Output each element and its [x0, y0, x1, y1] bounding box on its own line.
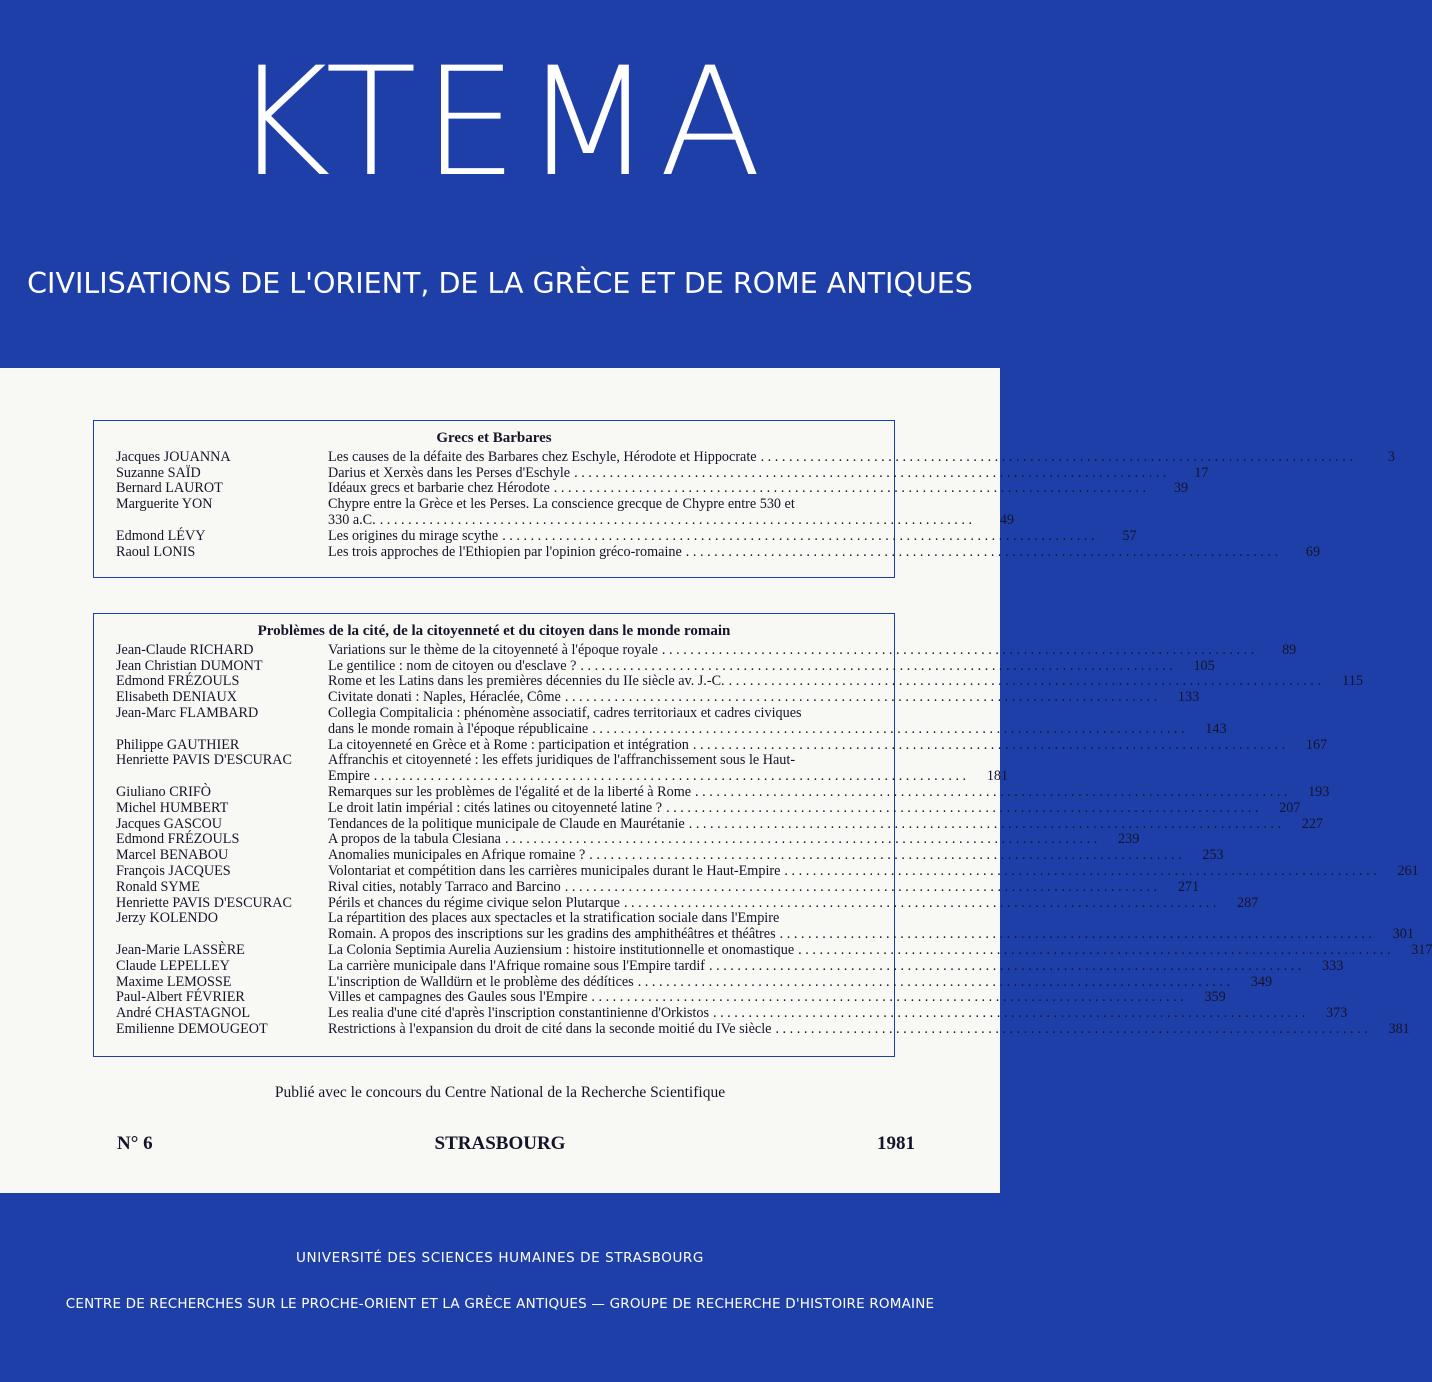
- leader-dots: [695, 785, 1287, 801]
- entry-author: Jean-Marc FLAMBARD: [116, 704, 259, 721]
- toc-entry: [94, 878, 1200, 896]
- entry-article: [328, 738, 1327, 754]
- entry-title: La Colonia Septimia Aurelia Auziensium : histoire institutionnelle et onomastique: [328, 941, 795, 958]
- toc-entry: [94, 752, 1009, 785]
- issue-number: N° 6: [117, 1133, 153, 1154]
- toc-list: [94, 448, 1395, 561]
- leader-dots: [505, 832, 1097, 848]
- entry-title: Romain. A propos des inscriptions sur les gradins des amphithéâtres et théâtres: [328, 926, 776, 943]
- leader-dots: [565, 880, 1157, 896]
- toc-entry: [94, 736, 1328, 754]
- entry-author: Paul-Albert FÉVRIER: [116, 989, 245, 1006]
- entry-article: [328, 753, 1008, 785]
- entry-article: [328, 545, 1320, 561]
- entry-page: 181: [986, 768, 1009, 785]
- entry-page: 133: [1177, 689, 1200, 706]
- entry-author: Jacques GASCOU: [116, 815, 223, 832]
- entry-article: [328, 990, 1226, 1006]
- entry-page: 57: [1122, 527, 1137, 544]
- entry-article: [328, 848, 1224, 864]
- section-box-problemes-cite: [93, 613, 1432, 1057]
- entry-page: 17: [1194, 464, 1209, 481]
- header-band: [0, 0, 1000, 368]
- entry-author: Giuliano CRIFÒ: [116, 783, 211, 800]
- entry-article: [328, 659, 1215, 675]
- toc-entry: [94, 831, 1140, 848]
- entry-title: Les trois approches de l'Ethiopien par l'opinion gréco-romaine: [328, 543, 682, 560]
- entry-page: 207: [1279, 799, 1301, 816]
- entry-author: Raoul LONIS: [116, 543, 196, 560]
- entry-title: Remarques sur les problèmes de l'égalité et de la liberté à Rome: [328, 783, 692, 800]
- entry-page: 261: [1397, 862, 1419, 879]
- leader-dots: [775, 1022, 1367, 1038]
- entry-title: Darius et Xerxès dans les Perses d'Eschyle: [328, 464, 571, 481]
- entry-article: [328, 481, 1188, 497]
- entry-title: Les origines du mirage scythe: [328, 527, 499, 544]
- entry-page: 49: [999, 511, 1015, 528]
- entry-article: [328, 690, 1199, 706]
- entry-title: Chypre entre la Grèce et les Perses. La conscience grecque de Chypre entre 530 et: [328, 496, 795, 513]
- entry-title: Le gentilice : nom de citoyen ou d'esclave ?: [328, 657, 577, 674]
- entry-title: La carrière municipale dans l'Afrique romaine sous l'Empire tardif: [328, 957, 705, 974]
- entry-article: [328, 943, 1432, 959]
- section-title: Problèmes de la cité, de la citoyenneté et du citoyen dans le monde romain: [257, 623, 731, 639]
- toc-entry: [94, 910, 1414, 943]
- entry-author: Marcel BENABOU: [116, 847, 229, 864]
- entry-page: 227: [1301, 815, 1324, 832]
- entry-title: dans le monde romain à l'époque républicaine: [328, 720, 589, 737]
- entry-article: [328, 643, 1296, 659]
- issue-year: 1981: [877, 1133, 915, 1154]
- toc-entry: [94, 496, 1015, 529]
- toc-entry: [94, 847, 1224, 864]
- entry-page: 39: [1173, 480, 1189, 497]
- entry-author: Edmond FRÉZOULS: [116, 673, 240, 690]
- toc-entry: [94, 1020, 1410, 1038]
- entry-page: 105: [1193, 657, 1215, 674]
- entry-title: A propos de la tabula Clesiana: [328, 831, 501, 848]
- entry-author: Henriette PAVIS D'ESCURAC: [116, 894, 292, 911]
- entry-page: 381: [1388, 1020, 1410, 1037]
- toc-entry: [94, 862, 1419, 880]
- entry-page: 333: [1322, 957, 1344, 974]
- entry-page: 349: [1250, 973, 1273, 990]
- entry-article: [328, 1006, 1347, 1022]
- entry-author: Jacques JOUANNA: [116, 448, 231, 465]
- footer-band: [0, 1193, 1000, 1382]
- entry-author: Marguerite YON: [116, 496, 213, 513]
- entry-page: 317: [1411, 941, 1432, 958]
- entry-title: Le droit latin impérial : cités latines ou citoyenneté latine ?: [328, 799, 663, 816]
- toc-entry: [94, 673, 1363, 690]
- entry-title: La répartition des places aux spectacles et la stratification sociale dans l'Empire: [328, 910, 780, 927]
- entry-title: Affranchis et citoyenneté : les effets juridiques de l'affranchissement sous le Haut-: [328, 752, 796, 769]
- entry-title: Collegia Compitalicia : phénomène associatif, cadres territoriaux et cadres civiques: [328, 704, 802, 721]
- journal-subtitle: CIVILISATIONS DE L'ORIENT, DE LA GRÈCE ET DE ROME ANTIQUES: [27, 267, 973, 300]
- toc-entry: [94, 957, 1344, 975]
- leader-dots: [729, 674, 1321, 690]
- entry-title: Volontariat et compétition dans les carrières municipales durant le Haut-Empire: [328, 862, 781, 879]
- section-box-grecs-barbares: [93, 420, 1395, 578]
- entry-page: 69: [1305, 543, 1321, 560]
- entry-title: Tendances de la politique municipale de Claude en Maurétanie: [328, 815, 685, 832]
- leader-dots: [374, 769, 966, 785]
- leader-dots: [565, 690, 1157, 706]
- toc-entry: [94, 989, 1226, 1006]
- toc-list: [94, 641, 1432, 1038]
- entry-article: [328, 832, 1139, 848]
- entry-article: [328, 497, 1014, 529]
- entry-page: 143: [1205, 720, 1227, 737]
- entry-article: [328, 864, 1419, 880]
- entry-page: 253: [1202, 847, 1224, 864]
- entry-article: [328, 975, 1272, 991]
- leader-dots: [713, 1006, 1305, 1022]
- entry-page: 115: [1342, 673, 1363, 690]
- entry-title: Rival cities, notably Tarraco and Barcino: [328, 878, 561, 895]
- toc-entry: [94, 799, 1301, 817]
- entry-author: Philippe GAUTHIER: [116, 736, 240, 753]
- entry-article: [328, 880, 1199, 896]
- leader-dots: [638, 975, 1230, 991]
- entry-title: Empire: [328, 768, 370, 785]
- entry-title: Anomalies municipales en Afrique romaine ?: [328, 847, 586, 864]
- entry-author: Jean Christian DUMONT: [116, 657, 263, 674]
- entry-page: 3: [1387, 448, 1395, 465]
- journal-title: KTEMA: [232, 36, 768, 210]
- entry-article: [328, 529, 1137, 545]
- entry-title: 330 a.C.: [328, 511, 376, 528]
- leader-dots: [591, 990, 1183, 1006]
- entry-author: André CHASTAGNOL: [116, 1005, 251, 1022]
- leader-dots: [574, 466, 1166, 482]
- leader-dots: [780, 927, 1372, 943]
- leader-dots: [502, 529, 1094, 545]
- leader-dots: [380, 513, 972, 529]
- leader-dots: [580, 659, 1172, 675]
- toc-entry: [94, 973, 1273, 991]
- leader-dots: [666, 801, 1258, 817]
- toc-entry: [94, 704, 1227, 738]
- leader-dots: [784, 864, 1376, 880]
- entry-author: Maxime LEMOSSE: [116, 973, 232, 990]
- university-name: UNIVERSITÉ DES SCIENCES HUMAINES DE STRASBOURG: [296, 1250, 704, 1266]
- entry-page: 373: [1326, 1005, 1348, 1022]
- entry-page: 239: [1118, 831, 1140, 848]
- toc-entry: [94, 689, 1200, 706]
- entry-article: [328, 1022, 1410, 1038]
- toc-entry: [94, 1005, 1348, 1022]
- entry-title: Périls et chances du régime civique selon Plutarque: [328, 894, 620, 911]
- entry-page: 193: [1308, 783, 1330, 800]
- leader-dots: [624, 896, 1216, 912]
- entry-article: [328, 896, 1258, 912]
- leader-dots: [592, 722, 1184, 738]
- entry-author: Jean-Marie LASSÈRE: [116, 941, 245, 958]
- entry-title: Villes et campagnes des Gaules sous l'Empire: [328, 989, 588, 1006]
- leader-dots: [662, 643, 1254, 659]
- toc-entry: [94, 464, 1209, 482]
- entry-title: Les causes de la défaite des Barbares chez Eschyle, Hérodote et Hippocrate: [328, 448, 757, 465]
- toc-entry: [94, 815, 1324, 833]
- entry-article: [328, 450, 1395, 466]
- entry-title: Les realia d'une cité d'après l'inscription constantinienne d'Orkistos: [328, 1005, 709, 1022]
- entry-page: 287: [1237, 894, 1259, 911]
- toc-entry: [94, 894, 1259, 912]
- toc-entry: [94, 641, 1297, 659]
- entry-author: Claude LEPELLEY: [116, 957, 230, 974]
- leader-dots: [761, 450, 1353, 466]
- entry-author: Emilienne DEMOUGEOT: [116, 1020, 268, 1037]
- entry-author: Suzanne SAÏD: [116, 464, 201, 481]
- research-centre: CENTRE DE RECHERCHES SUR LE PROCHE-ORIENT ET LA GRÈCE ANTIQUES — GROUPE DE RECHERCHE D'HISTOIRE ROMAINE: [65, 1296, 935, 1312]
- entry-article: [328, 785, 1329, 801]
- entry-article: [328, 817, 1323, 833]
- entry-article: [328, 911, 1414, 943]
- leader-dots: [798, 943, 1390, 959]
- entry-page: 89: [1282, 641, 1297, 658]
- toc-entry: [94, 480, 1189, 497]
- entry-article: [328, 674, 1363, 690]
- entry-page: 167: [1305, 736, 1328, 753]
- leader-dots: [693, 738, 1285, 754]
- entry-article: [328, 466, 1208, 482]
- publication-credit: Publié avec le concours du Centre National de la Recherche Scientifique: [274, 1084, 726, 1101]
- leader-dots: [689, 817, 1281, 833]
- entry-author: Jerzy KOLENDO: [116, 910, 219, 927]
- leader-dots: [554, 481, 1146, 497]
- entry-author: Ronald SYME: [116, 878, 200, 895]
- entry-author: Bernard LAUROT: [116, 480, 223, 497]
- entry-article: [328, 959, 1343, 975]
- entry-author: Edmond LÉVY: [116, 527, 206, 544]
- entry-title: Variations sur le thème de la citoyenneté à l'époque royale: [328, 641, 658, 658]
- entry-article: [328, 801, 1300, 817]
- entry-title: L'inscription de Walldürn et le problème des dédítices: [328, 973, 634, 990]
- entry-title: Civitate donati : Naples, Héraclée, Côme: [328, 689, 561, 706]
- entry-page: 359: [1204, 989, 1226, 1006]
- toc-entry: [94, 543, 1321, 561]
- entry-title: Restrictions à l'expansion du droit de cité dans la seconde moitié du IVe siècle: [328, 1020, 772, 1037]
- entry-title: Idéaux grecs et barbarie chez Hérodote: [328, 480, 550, 497]
- toc-entry: [94, 941, 1432, 959]
- issue-city: STRASBOURG: [434, 1133, 566, 1154]
- leader-dots: [589, 848, 1181, 864]
- entry-page: 271: [1177, 878, 1200, 895]
- toc-entry: [94, 448, 1395, 466]
- leader-dots: [686, 545, 1278, 561]
- toc-entry: [94, 527, 1137, 545]
- section-title: Grecs et Barbares: [436, 430, 552, 446]
- entry-author: Henriette PAVIS D'ESCURAC: [116, 752, 292, 769]
- contents-area: [0, 368, 1432, 1193]
- entry-author: François JACQUES: [116, 862, 231, 879]
- entry-author: Edmond FRÉZOULS: [116, 831, 240, 848]
- entry-title: Rome et les Latins dans les premières décennies du IIe siècle av. J.-C.: [328, 673, 725, 690]
- entry-title: La citoyenneté en Grèce et à Rome : participation et intégration: [328, 736, 689, 753]
- toc-entry: [94, 783, 1330, 801]
- entry-article: [328, 706, 1227, 738]
- entry-page: 301: [1392, 926, 1414, 943]
- entry-author: Michel HUMBERT: [116, 799, 229, 816]
- entry-author: Jean-Claude RICHARD: [116, 641, 254, 658]
- leader-dots: [709, 959, 1301, 975]
- entry-author: Elisabeth DENIAUX: [116, 689, 237, 706]
